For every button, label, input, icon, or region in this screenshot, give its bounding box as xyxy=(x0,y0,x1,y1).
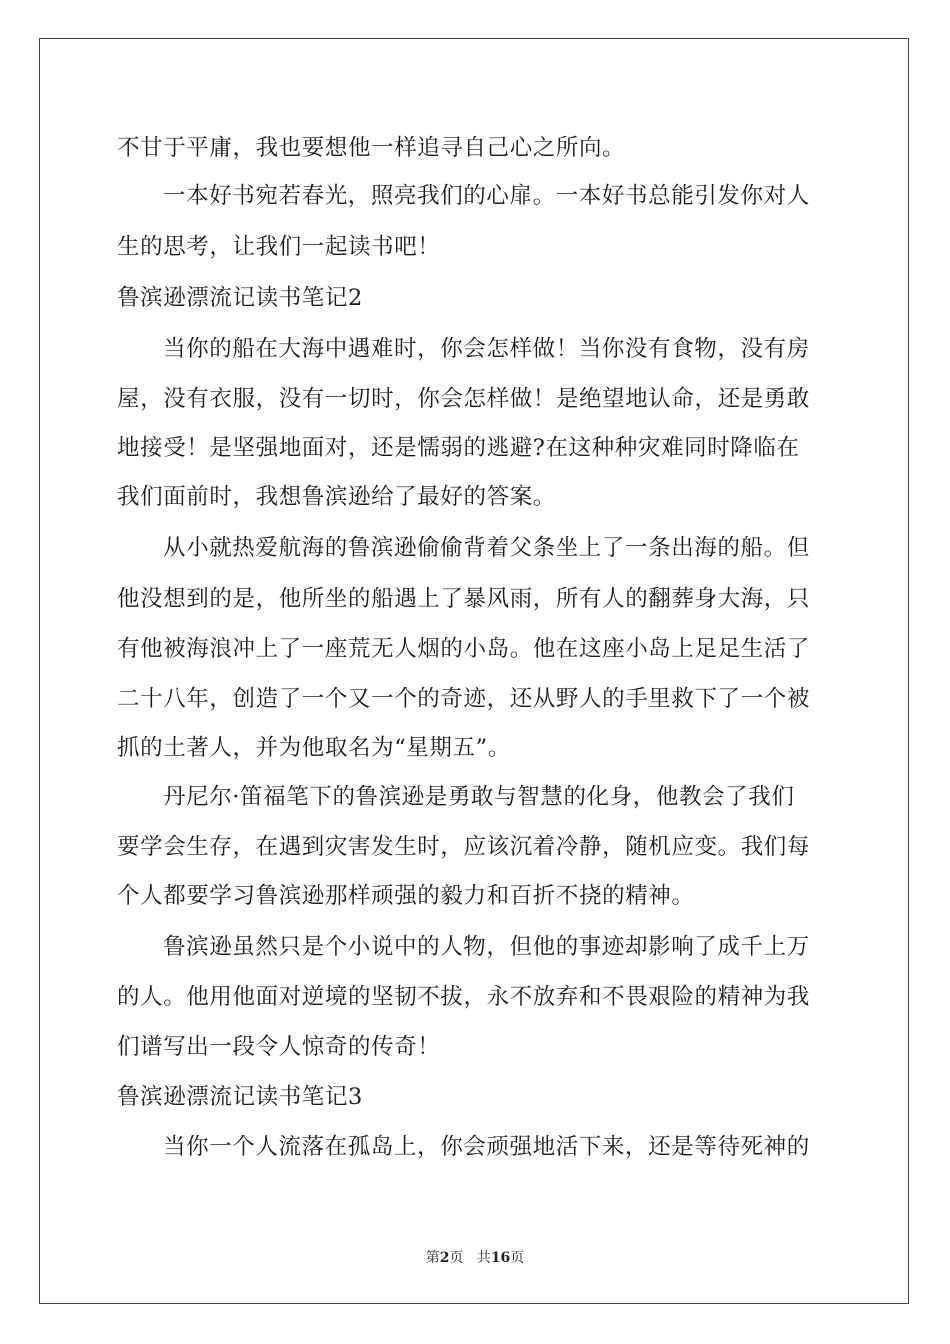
text-line: 生的思考，让我们一起读书吧！ xyxy=(117,234,441,260)
text-line: 他没想到的是，他所坐的船遇上了暴风雨，所有人的翻葬身大海，只 xyxy=(117,586,811,612)
text-line: 二十八年，创造了一个又一个的奇迹，还从野人的手里救下了一个被 xyxy=(117,686,811,712)
page-prefix: 第 xyxy=(425,1250,440,1266)
page-number: 2 xyxy=(439,1250,450,1266)
text-line: 从小就热爱航海的鲁滨逊偷偷背着父条坐上了一条出海的船。但 xyxy=(163,535,810,561)
text-line: 个人都要学习鲁滨逊那样顽强的毅力和百折不挠的精神。 xyxy=(117,883,695,909)
total-pages: 16 xyxy=(490,1250,511,1266)
text-line: 们谱写出一段令人惊奇的传奇！ xyxy=(117,1034,441,1060)
page-border xyxy=(39,38,909,1304)
text-line: 当你一个人流落在孤岛上，你会顽强地活下来，还是等待死神的 xyxy=(163,1134,810,1160)
text-line: 抓的土著人，并为他取名为“星期五”。 xyxy=(117,735,511,761)
text-line: 一本好书宛若春光，照亮我们的心扉。一本好书总能引发你对人 xyxy=(163,183,810,209)
text-line: 地接受！是坚强地面对，还是懦弱的逃避?在这种种灾难同时降临在 xyxy=(117,435,800,461)
text-line: 丹尼尔·笛福笔下的鲁滨逊是勇敢与智慧的化身，他教会了我们 xyxy=(163,784,795,810)
text-line: 我们面前时，我想鲁滨逊给了最好的答案。 xyxy=(117,484,556,510)
text-line: 屋，没有衣服，没有一切时，你会怎样做！是绝望地认命，还是勇敢 xyxy=(117,386,811,412)
text-line: 要学会生存，在遇到灾害发生时，应该沉着冷静，随机应变。我们每 xyxy=(117,834,811,860)
section-heading: 鲁滨逊漂流记读书笔记2 xyxy=(117,285,363,311)
text-line: 不甘于平庸，我也要想他一样追寻自己心之所向。 xyxy=(117,135,626,161)
page-suffix: 页 xyxy=(449,1250,464,1266)
total-prefix: 共 xyxy=(476,1250,491,1266)
footer-separator xyxy=(463,1250,476,1266)
text-line: 有他被海浪冲上了一座荒无人烟的小岛。他在这座小岛上足足生活了 xyxy=(117,636,811,662)
page-footer xyxy=(0,1248,950,1268)
section-heading: 鲁滨逊漂流记读书笔记3 xyxy=(117,1084,363,1110)
total-suffix: 页 xyxy=(510,1250,525,1266)
text-line: 鲁滨逊虽然只是个小说中的人物，但他的事迹却影响了成千上万 xyxy=(163,934,810,960)
text-line: 当你的船在大海中遇难时，你会怎样做！当你没有食物，没有房 xyxy=(163,336,810,362)
text-line: 的人。他用他面对逆境的坚韧不拔，永不放弃和不畏艰险的精神为我 xyxy=(117,984,811,1010)
